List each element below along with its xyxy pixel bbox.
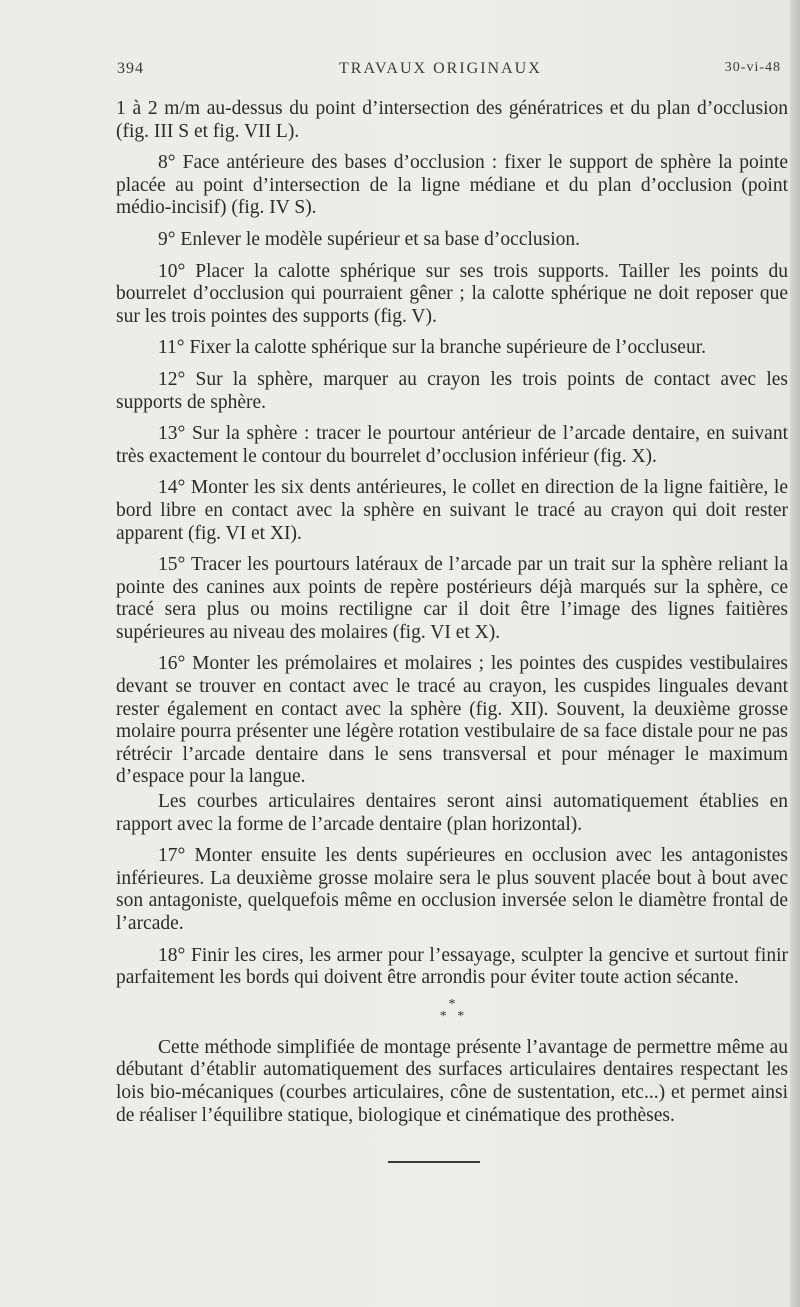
paragraph-step-12: 12° Sur la sphère, marquer au crayon les trois points de contact avec les supports de sphère.: [116, 368, 788, 413]
paragraph-conclusion: Cette méthode simplifiée de montage présente l’avantage de permettre même au débutant d’établir automatiquement des surfaces articulaires dentaires respectant les lois bio-mécaniques (courbes articulaires, cône de sustentation, etc...) et permet ainsi de réaliser l’équilibre statique, biologique et cinématique des prothèses.: [116, 1036, 788, 1126]
paragraph-step-13: 13° Sur la sphère : tracer le pourtour antérieur de l’arcade dentaire, en suivant très exactement le contour du bourrelet d’occlusion inférieur (fig. X).: [116, 423, 788, 467]
paragraph-step-17: 17° Monter ensuite les dents supérieures en occlusion avec les antagonistes inférieures. La deuxième grosse molaire sera le plus souvent placée bout à bout avec son antagoniste, quelquefois même en occlusion inversée selon le diamètre frontal de l’arcade.: [116, 845, 788, 934]
paragraph-step-15: 15° Tracer les pourtours latéraux de l’arcade par un trait sur la sphère reliant la pointe des canines aux points de repère postérieurs déjà marqués sur la sphère, ce tracé sera plus ou moins rectiligne car il doit être l’image des lignes faitières supérieures au niveau des molaires (fig. VI et X).: [116, 554, 788, 643]
paragraph-step-10: 10° Placer la calotte sphérique sur ses trois supports. Tailler les points du bourrelet d’occlusion qui pourraient gêner ; la calotte sphérique ne doit reposer que sur les trois pointes des supports (fig. V).: [116, 260, 788, 327]
paragraph-step-18: 18° Finir les cires, les armer pour l’essayage, sculpter la gencive et surtout finir parfaitement les bords qui doivent être arrondis pour éviter toute action sécante.: [116, 944, 788, 989]
stamp-date: 30-vi-48: [724, 60, 781, 75]
running-header: [117, 60, 787, 84]
page-number: 394: [117, 60, 144, 77]
paragraph-step-9: 9° Enlever le modèle supérieur et sa base d’occlusion.: [158, 228, 581, 250]
paragraph-courbes: Les courbes articulaires dentaires seront ainsi automatiquement établies en rapport avec la forme de l’arcade dentaire (plan horizontal).: [116, 791, 788, 835]
paragraph-step-11: 11° Fixer la calotte sphérique sur la branche supérieure de l’occluseur.: [158, 337, 706, 359]
separator-star-top: *: [448, 996, 456, 1012]
section-separator: [116, 996, 788, 1024]
page-body: [116, 98, 788, 1136]
separator-stars-bottom: * *: [439, 1008, 465, 1024]
paragraph-step-8: 8° Face antérieure des bases d’occlusion : fixer le support de sphère la pointe placée au point d’intersection de la ligne médiane et du plan d’occlusion (point médio-incisif) (fig. IV S).: [116, 152, 788, 219]
paragraph-continuation: 1 à 2 m/m au-dessus du point d’intersection des génératrices et du plan d’occlusion (fig. III S et fig. VII L).: [116, 98, 788, 142]
page-edge: [790, 0, 800, 1307]
running-title: TRAVAUX ORIGINAUX: [339, 60, 542, 77]
end-rule: [388, 1161, 480, 1163]
paragraph-step-14: 14° Monter les six dents antérieures, le collet en direction de la ligne faitière, le bord libre en contact avec la sphère en suivant le tracé au crayon qui doit rester apparent (fig. VI et XI).: [116, 477, 788, 544]
paragraph-step-16: 16° Monter les prémolaires et molaires ; les pointes des cuspides vestibulaires devant se trouver en contact avec le tracé au crayon, les cuspides linguales devant rester également en contact avec la sphère (fig. XII). Souvent, la deuxième grosse molaire pourra présenter une légère rotation vestibulaire de sa face distale pour ne pas rétrécir l’arcade dentaire dans le sens transversal et pour ménager le maximum d’espace pour la langue.: [116, 653, 788, 788]
